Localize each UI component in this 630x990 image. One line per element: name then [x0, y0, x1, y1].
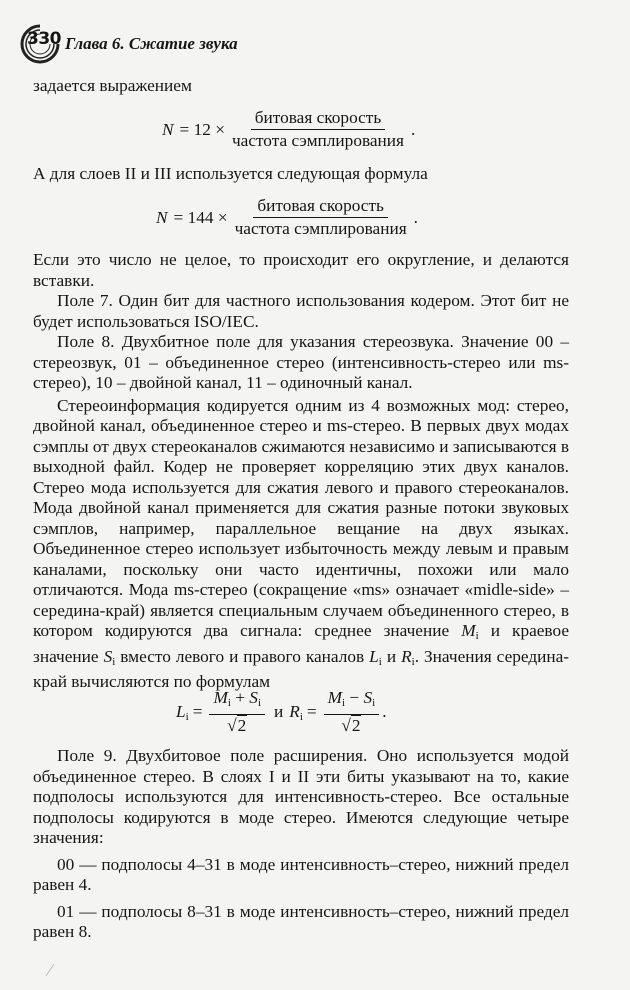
- stereo-text-part5: . Значения середина-край вычисляются по формулам: [33, 646, 570, 691]
- symbol-R: R: [401, 646, 412, 666]
- formula3-end: .: [382, 702, 387, 721]
- symbol-L: L: [369, 646, 379, 666]
- symbol-S: S: [103, 646, 113, 666]
- page-number-badge: [18, 22, 62, 66]
- formula3-eq2: =: [306, 702, 317, 721]
- formula3-fraction-left: [209, 688, 265, 736]
- layers-paragraph: А для слоев II и III используется следующая формула: [33, 164, 428, 183]
- pencil-mark-icon: [40, 940, 80, 980]
- formula2-eq: = 144 ×: [173, 207, 228, 227]
- subscript-i: i: [378, 655, 382, 668]
- body-text-2: [33, 746, 569, 943]
- formula-mid-side: [176, 688, 387, 736]
- formula3-den-right: √2: [341, 716, 361, 735]
- value-00-paragraph: 00 — подполосы 4–31 в моде интенсивность–стерео, нижний предел равен 4.: [33, 854, 569, 894]
- formula3-num-right: $M_i - S_i$: [324, 688, 380, 715]
- field7-paragraph: Поле 7. Один бит для частного использования кодером. Этот бит не будет использоваться ISO/IEC.: [33, 291, 569, 331]
- formula1-denominator: частота сэмплирования: [231, 131, 405, 150]
- value-01-paragraph: 01 — подполосы 8–31 в моде интенсивность–стерео, нижний предел равен 8.: [33, 901, 569, 941]
- stereo-text-part1: Стереоинформация кодируется одним из 4 возможных мод: стерео, двойной канал, объединенное стерео и ms-стерео. В первых двух модах сэмплы от двух стереоканалов сжимаются независимо и записываются в выходной файл. Кодер не проверяет корреляцию этих двух каналов. Стерео мода используется для сжатия левого и правого стереоканалов. Мода двойной канал применяется для сжатия разные потоки звуковых сэмплов, например, параллельное вещание на двух языках. Объединенное стерео использует избыточность между левым и правым каналами, поскольку они часто идентичны, похожи или мало отличаются. Мода ms-стерео (сокращение «ms» означает «midle-side» – середина-край) является специальным случаем объединенного стерео, в котором кодируются два сигнала: среднее значение: [33, 395, 569, 640]
- formula-layer-2-3: [156, 196, 418, 239]
- stereo-paragraph: [33, 396, 569, 693]
- stereo-text-part4: и: [386, 646, 397, 666]
- symbol-M: M: [461, 621, 476, 640]
- intro-line: задается выражением: [33, 76, 192, 95]
- subscript-i: i: [411, 655, 415, 668]
- formula2-lhs: N: [156, 207, 168, 227]
- formula3-and: и: [274, 702, 284, 721]
- formula1-numerator: битовая скорость: [251, 108, 386, 130]
- stereo-text-part3: вместо левого и правого каналов: [120, 646, 365, 666]
- field9-paragraph: Поле 9. Двухбитовое поле расширения. Оно используется модой объединенное стерео. В слоях I и II эти биты указывают на то, какие подполосы используются для интенсивность-стерео. Все остальные подполосы кодируются в моде стерео. Имеются следующие четыре значения:: [33, 746, 569, 847]
- subscript-i: i: [475, 630, 479, 642]
- field8-paragraph: Поле 8. Двухбитное поле для указания стереозвука. Значение 00 – стереозвук, 01 – объединенное стерео (интенсивность-стерео или ms-стерео), 10 – двойной канал, 11 – одиночный канал.: [33, 332, 569, 392]
- formula1-fraction: [228, 108, 408, 151]
- page-header: [18, 26, 578, 62]
- stereo-text-part2: и краевое значение: [33, 621, 569, 666]
- subscript-i: i: [112, 655, 116, 668]
- intro-text: [33, 76, 569, 97]
- formula1-eq: = 12 ×: [179, 119, 225, 139]
- formula3-right: $R_i$: [289, 701, 303, 723]
- formula3-left: $L_i$: [176, 701, 189, 723]
- layers-text: [33, 164, 569, 185]
- formula-layer-1: [162, 108, 415, 151]
- formula2-end: .: [413, 207, 418, 227]
- page-number: 330: [27, 29, 61, 49]
- formula2-denominator: частота сэмплирования: [234, 219, 407, 238]
- running-title: Глава 6. Сжатие звука: [65, 34, 238, 53]
- formula3-fraction-right: [324, 688, 380, 736]
- formula3-num-left: $M_i + S_i$: [209, 688, 265, 715]
- formula3-eq1: =: [192, 702, 203, 721]
- formula2-fraction: [231, 196, 411, 239]
- body-text-1: [33, 250, 569, 693]
- rounding-paragraph: Если это число не целое, то происходит его округление, и делаются вставки.: [33, 250, 569, 290]
- formula3-den-left: √2: [227, 716, 247, 735]
- formula1-end: .: [411, 119, 416, 139]
- formula1-lhs: N: [162, 119, 174, 139]
- formula2-numerator: битовая скорость: [253, 196, 388, 218]
